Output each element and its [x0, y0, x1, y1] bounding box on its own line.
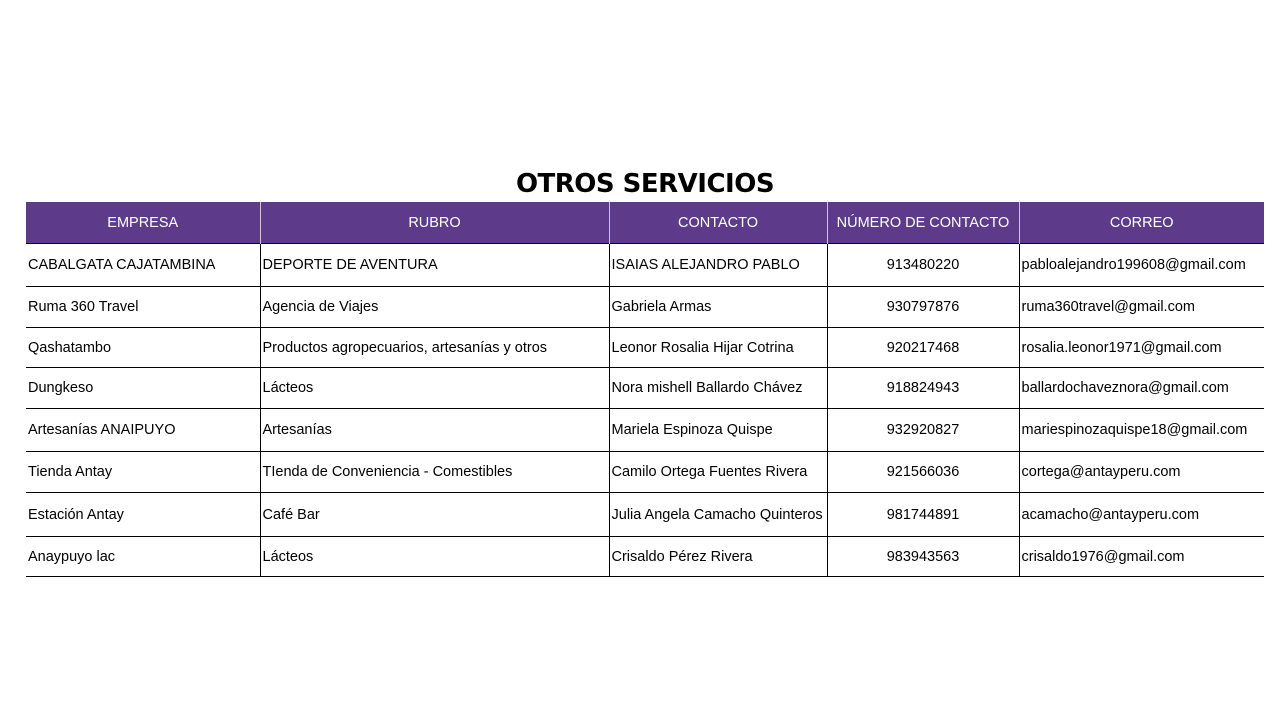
- cell-numero: 913480220: [827, 244, 1019, 287]
- table-row: [26, 493, 1264, 537]
- cell-empresa: Ruma 360 Travel: [26, 287, 260, 328]
- cell-correo: ruma360travel@gmail.com: [1019, 287, 1264, 328]
- cell-contacto: Leonor Rosalia Hijar Cotrina: [609, 328, 827, 368]
- cell-empresa: Tienda Antay: [26, 452, 260, 493]
- table-body: [26, 244, 1264, 577]
- cell-rubro: Artesanías: [260, 409, 609, 452]
- cell-numero: 983943563: [827, 537, 1019, 577]
- cell-contacto: Nora mishell Ballardo Chávez: [609, 368, 827, 409]
- cell-empresa: Dungkeso: [26, 368, 260, 409]
- cell-empresa: Qashatambo: [26, 328, 260, 368]
- cell-rubro: Lácteos: [260, 368, 609, 409]
- cell-contacto: Julia Angela Camacho Quinteros: [609, 493, 827, 537]
- cell-empresa: Artesanías ANAIPUYO: [26, 409, 260, 452]
- cell-correo: acamacho@antayperu.com: [1019, 493, 1264, 537]
- table-row: [26, 409, 1264, 452]
- cell-correo: mariespinozaquispe18@gmail.com: [1019, 409, 1264, 452]
- cell-numero: 930797876: [827, 287, 1019, 328]
- table-row: [26, 537, 1264, 577]
- table-row: [26, 452, 1264, 493]
- table-header: [26, 202, 1264, 244]
- cell-correo: rosalia.leonor1971@gmail.com: [1019, 328, 1264, 368]
- services-table: [26, 202, 1264, 577]
- cell-correo: cortega@antayperu.com: [1019, 452, 1264, 493]
- cell-numero: 981744891: [827, 493, 1019, 537]
- cell-rubro: Productos agropecuarios, artesanías y otros: [260, 328, 609, 368]
- page-title: OTROS SERVICIOS: [515, 169, 775, 199]
- cell-contacto: ISAIAS ALEJANDRO PABLO: [609, 244, 827, 287]
- cell-empresa: Anaypuyo lac: [26, 537, 260, 577]
- cell-rubro: Lácteos: [260, 537, 609, 577]
- cell-contacto: Mariela Espinoza Quispe: [609, 409, 827, 452]
- cell-numero: 920217468: [827, 328, 1019, 368]
- table-row: [26, 244, 1264, 287]
- cell-contacto: Gabriela Armas: [609, 287, 827, 328]
- cell-rubro: TIenda de Conveniencia - Comestibles: [260, 452, 609, 493]
- cell-contacto: Crisaldo Pérez Rivera: [609, 537, 827, 577]
- header-empresa: EMPRESA: [26, 202, 260, 244]
- table-row: [26, 368, 1264, 409]
- cell-correo: ballardochaveznora@gmail.com: [1019, 368, 1264, 409]
- cell-contacto: Camilo Ortega Fuentes Rivera: [609, 452, 827, 493]
- header-row: [26, 202, 1264, 244]
- cell-rubro: Café Bar: [260, 493, 609, 537]
- header-contacto: CONTACTO: [609, 202, 827, 244]
- table-row: [26, 328, 1264, 368]
- cell-rubro: Agencia de Viajes: [260, 287, 609, 328]
- cell-empresa: CABALGATA CAJATAMBINA: [26, 244, 260, 287]
- cell-correo: pabloalejandro199608@gmail.com: [1019, 244, 1264, 287]
- cell-empresa: Estación Antay: [26, 493, 260, 537]
- header-rubro: RUBRO: [260, 202, 609, 244]
- cell-rubro: DEPORTE DE AVENTURA: [260, 244, 609, 287]
- cell-numero: 921566036: [827, 452, 1019, 493]
- cell-numero: 918824943: [827, 368, 1019, 409]
- cell-numero: 932920827: [827, 409, 1019, 452]
- header-correo: CORREO: [1019, 202, 1264, 244]
- table-row: [26, 287, 1264, 328]
- cell-correo: crisaldo1976@gmail.com: [1019, 537, 1264, 577]
- header-numero: NÚMERO DE CONTACTO: [827, 202, 1019, 244]
